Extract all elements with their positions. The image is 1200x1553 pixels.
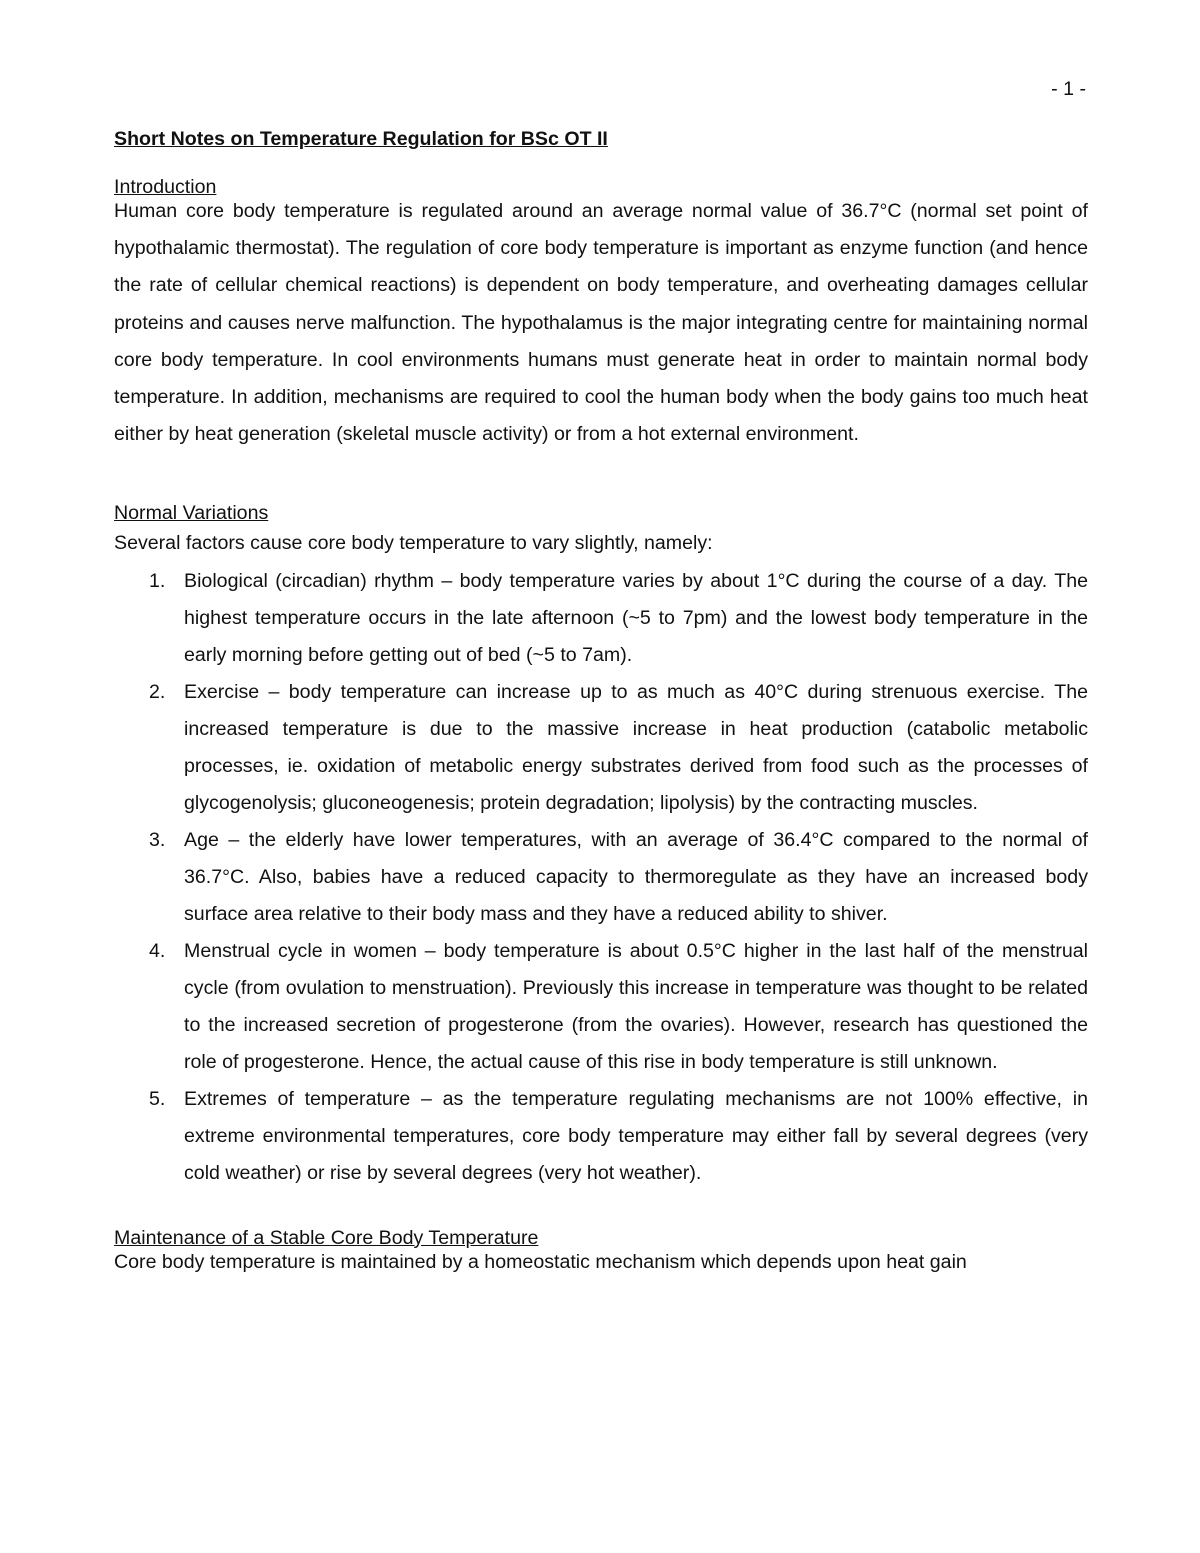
list-item-text: Exercise – body temperature can increase up to as much as 40°C during strenuous exercise. The increased temperature is due to the massive increase in heat production (catabolic metabolic processes, ie. oxidation of metabolic energy substrates derived from food such as the processes of glycogenolysis; gluconeogenesis; protein degradation; lipolysis) by the contracting muscles.: [184, 680, 1088, 814]
document-content: [114, 127, 1088, 1281]
list-item-number: 3.: [149, 828, 166, 851]
list-item: [149, 563, 1088, 674]
list-item-number: 4.: [149, 939, 166, 962]
list-item-text: Extremes of temperature – as the temperature regulating mechanisms are not 100% effective, in extreme environmental temperatures, core body temperature may either fall by several degrees (very cold weather) or rise by several degrees (very hot weather).: [184, 1087, 1088, 1184]
list-item: [149, 933, 1088, 1081]
normal-variations-section: [114, 501, 1088, 1191]
list-item-text: Biological (circadian) rhythm – body temperature varies by about 1°C during the course of a day. The highest temperature occurs in the late afternoon (~5 to 7pm) and the lowest body temperature in the early morning before getting out of bed (~5 to 7am).: [184, 569, 1088, 666]
list-item-number: 5.: [149, 1087, 166, 1110]
list-item-text: Age – the elderly have lower temperatures, with an average of 36.4°C compared to the normal of 36.7°C. Also, babies have a reduced capacity to thermoregulate as they have an increased body surface area relative to their body mass and they have a reduced ability to shiver.: [184, 828, 1088, 925]
list-item: [149, 1081, 1088, 1192]
maintenance-heading: Maintenance of a Stable Core Body Temperature: [114, 1226, 539, 1249]
list-item-number: 2.: [149, 680, 166, 703]
document-title: Short Notes on Temperature Regulation for BSc OT II: [114, 128, 608, 150]
factors-list: [114, 563, 1088, 1192]
maintenance-section: [114, 1226, 1088, 1281]
normal-variations-intro: Several factors cause core body temperature to vary slightly, namely:: [114, 532, 713, 555]
list-item: [149, 674, 1088, 822]
maintenance-paragraph: Core body temperature is maintained by a homeostatic mechanism which depends upon heat gain: [114, 1250, 967, 1273]
list-item-number: 1.: [149, 569, 166, 592]
introduction-heading: Introduction: [114, 176, 217, 198]
introduction-paragraph: Human core body temperature is regulated around an average normal value of 36.7°C (normal set point of hypothalamic thermostat). The regulation of core body temperature is important as enzyme function (and hence the rate of cellular chemical reactions) is dependent on body temperature, and overheating damages cellular proteins and causes nerve malfunction. The hypothalamus is the major integrating centre for maintaining normal core body temperature. In cool environments humans must generate heat in order to maintain normal body temperature. In addition, mechanisms are required to cool the human body when the body gains too much heat either by heat generation (skeletal muscle activity) or from a hot external environment.: [114, 200, 1088, 446]
list-item-text: Menstrual cycle in women – body temperature is about 0.5°C higher in the last half of the menstrual cycle (from ovulation to menstruation). Previously this increase in temperature was thought to be related to the increased secretion of progesterone (from the ovaries). However, research has questioned the role of progesterone. Hence, the actual cause of this rise in body temperature is still unknown.: [184, 939, 1088, 1073]
page-number: - 1 -: [1051, 78, 1086, 100]
normal-variations-heading: Normal Variations: [114, 502, 269, 525]
list-item: [149, 822, 1088, 933]
introduction-section: [114, 175, 1088, 453]
